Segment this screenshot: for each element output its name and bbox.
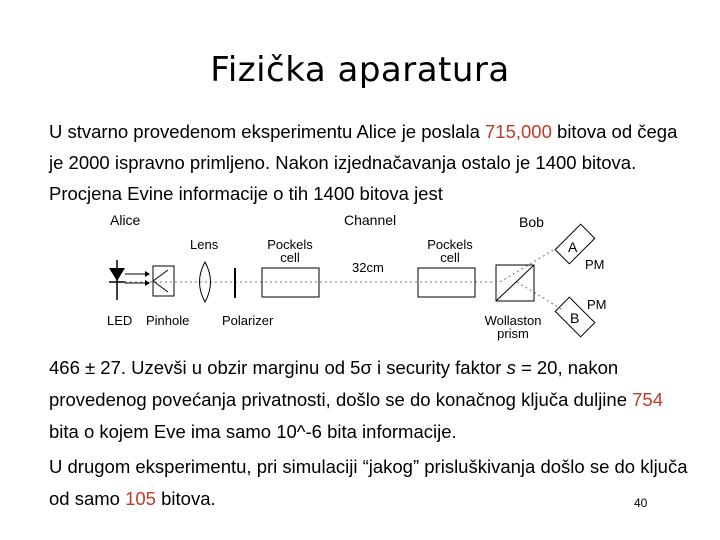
label-line: Wollaston [484, 313, 542, 328]
paragraph-3-text-before: U drugom eksperimentu, pri simulaciji “jakog” prisluškivanja došlo se do ključa od samo [49, 456, 688, 509]
label-wollaston-prism [485, 313, 542, 341]
label-lens: Lens [190, 237, 219, 252]
label-pockels-cell-left [267, 237, 313, 265]
label-detector-a: A [568, 239, 578, 255]
paragraph-3-text-after: bitova. [155, 488, 216, 509]
beam-path-b [517, 282, 563, 310]
label-led: LED [107, 313, 133, 328]
beam-path-a [500, 246, 560, 282]
paragraph-1-highlight: 715,000 [485, 121, 552, 142]
paragraph-1-text-before: U stvarno provedenom eksperimentu Alice je poslala [49, 121, 486, 142]
label-pm-top: PM [585, 257, 605, 272]
slide-title: Fizička aparatura [210, 50, 510, 90]
label-pockels-cell-right [427, 237, 473, 265]
label-line: Pockels [267, 237, 313, 252]
pinhole-icon [153, 266, 174, 296]
paragraph-2-text-before: 466 ± 27. Uzevši u obzir marginu od 5σ i security faktor [49, 357, 507, 378]
label-bob: Bob [519, 214, 544, 230]
label-line: cell [280, 250, 300, 265]
paragraph-2-text-after: bita o kojem Eve ima samo 10^-6 bita informacije. [49, 421, 457, 442]
paragraph-3-highlight: 105 [125, 488, 156, 509]
label-detector-b: B [570, 310, 580, 326]
label-line: prism [497, 326, 529, 341]
paragraph-1-text-after: bitova od čega je 2000 ispravno primljeno. Nakon izjednačavanja ostalo je 1400 bitova. Procjena Evine informacije o tih 1400 bitova jest [49, 121, 678, 204]
paragraph-2-text-mid: = 20, nakon provedenog povećanja privatnosti, došlo se do konačnog ključa duljine [49, 357, 633, 410]
label-channel: Channel [344, 212, 397, 228]
label-line: Pockels [427, 237, 473, 252]
label-line: cell [440, 250, 460, 265]
paragraph-2 [49, 352, 689, 448]
page-number: 40 [634, 496, 648, 510]
led-icon [109, 260, 150, 300]
label-polarizer: Polarizer [222, 313, 274, 328]
label-distance: 32cm [352, 260, 384, 275]
paragraph-2-variable: s [506, 357, 516, 378]
label-pinhole: Pinhole [146, 313, 190, 328]
paragraph-3 [49, 451, 689, 515]
wollaston-prism-icon [496, 265, 534, 301]
paragraph-2-highlight: 754 [632, 389, 664, 410]
label-pm-bottom: PM [587, 297, 607, 312]
label-alice: Alice [110, 212, 141, 228]
